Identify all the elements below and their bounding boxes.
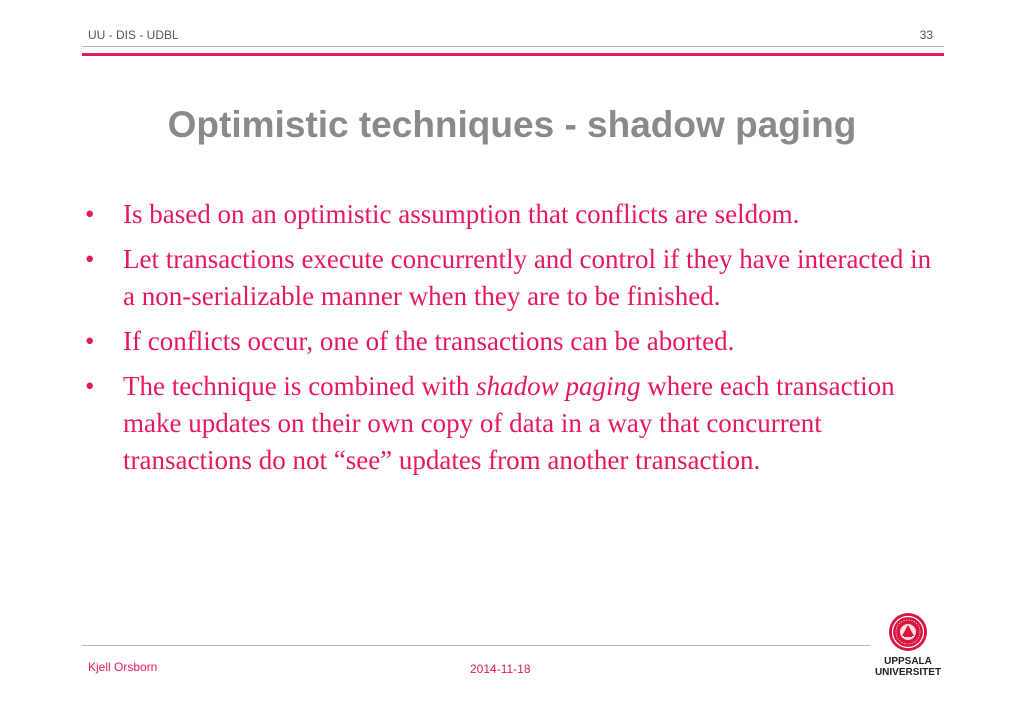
bullet-item [85,323,935,360]
university-logo [873,612,943,682]
university-name [873,656,943,678]
footer-author: Kjell Orsborn [88,660,158,674]
bullet-icon: • [85,199,95,229]
bullet-item [85,368,935,479]
university-name-line1: UPPSALA [884,656,932,667]
bullet-list [85,196,935,487]
bullet-item [85,241,935,315]
bullet-text [123,371,895,475]
bullet-text: If conflicts occur, one of the transactions can be aborted. [123,326,735,356]
bullet-text: Let transactions execute concurrently and control if they have interacted in a non-serializable manner when they are to be finished. [123,244,932,311]
bullet-text-emphasis: shadow paging [476,371,641,401]
bullet-text: Is based on an optimistic assumption that conflicts are seldom. [123,199,800,229]
bullet-text-post: where each transaction make updates on their own copy of data in a way that concurrent transactions do not “see” updates from another transaction. [123,371,895,475]
footer-date: 2014-11-18 [470,662,531,676]
page-number: 33 [919,28,933,42]
header-divider [82,46,944,47]
bullet-text-pre: The technique is combined with [123,371,477,401]
bullet-icon: • [85,371,95,401]
header-course-label: UU - DIS - UDBL [88,28,179,42]
footer-divider [82,645,870,646]
university-name-line2: UNIVERSITET [874,667,942,678]
university-seal-icon [888,612,928,652]
header-accent-rule [82,53,944,56]
bullet-icon: • [85,326,95,356]
slide-title: Optimistic techniques - shadow paging [167,104,857,145]
bullet-item [85,196,935,233]
bullet-icon: • [85,244,95,274]
